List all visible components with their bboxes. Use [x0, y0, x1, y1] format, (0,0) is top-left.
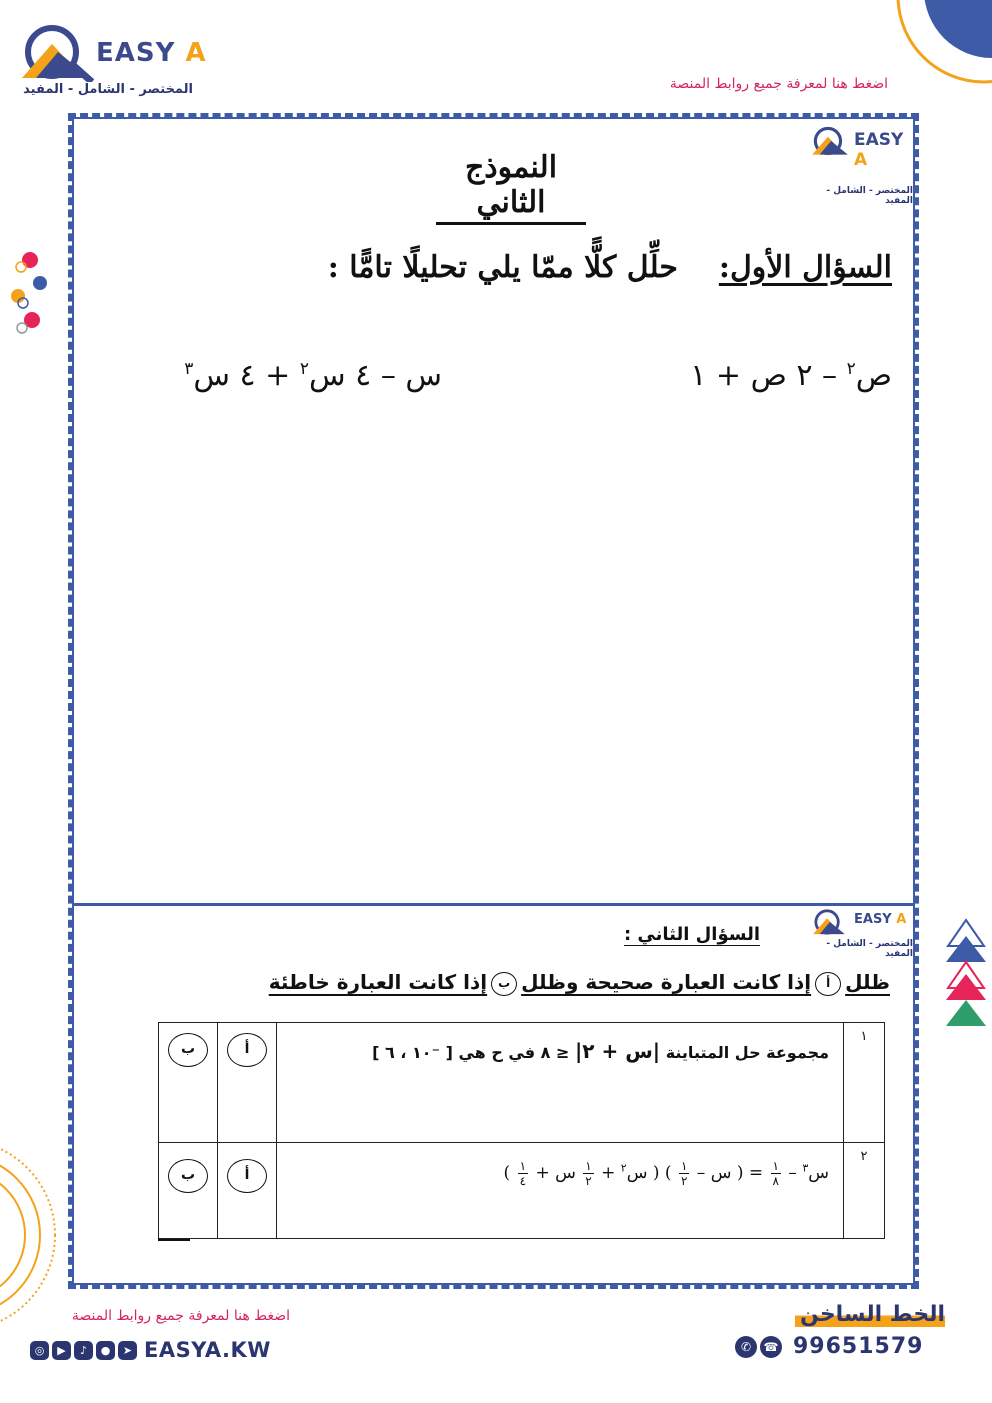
question-2-label: السؤال الثاني : [623, 924, 760, 945]
whatsapp-icon[interactable]: ✆ [735, 1336, 757, 1358]
social-handle[interactable]: EASYA.KW [144, 1338, 271, 1362]
true-false-table [158, 1022, 885, 1239]
table-underline [158, 1239, 190, 1241]
brand-name: EASY A [96, 38, 207, 68]
brand-tagline: المختصر - الشامل - المفيد [826, 939, 913, 959]
answer-b-cell[interactable] [159, 1023, 218, 1143]
brand-tagline: المختصر - الشامل - المفيد [23, 82, 193, 97]
brand-name: EASY A [854, 130, 904, 170]
dots-decoration [8, 248, 52, 338]
expression-b: س – ٤ س$^٢$ + ٤ س$^٣$ [184, 358, 442, 393]
hotline-number[interactable]: 99651579 [793, 1334, 924, 1359]
triangles-decoration [944, 918, 988, 1028]
arc-decoration [0, 1125, 70, 1335]
instagram-icon[interactable]: ◎ [30, 1341, 49, 1360]
fraction: $\frac{١}{٨}$ [772, 1159, 779, 1188]
question-1-label: السؤال الأول: [718, 250, 892, 285]
youtube-icon[interactable]: ▶ [52, 1341, 71, 1360]
section-logo [808, 908, 913, 959]
answer-b-cell[interactable] [159, 1143, 218, 1239]
social-links [30, 1338, 290, 1364]
statement-2: س$^٣$ – $\frac{١}{٨}$ = ( س – $\frac{١}{٢}$ ) ( س$^٢$ + $\frac{١}{٢}$ س + $\frac{١}{٤}$ ) [277, 1143, 844, 1239]
brand-logo-icon [808, 908, 848, 936]
brand-logo-icon [14, 22, 94, 82]
answer-a-bubble[interactable]: أ [227, 1033, 267, 1067]
snapchat-icon[interactable]: ● [96, 1341, 115, 1360]
telegram-icon[interactable]: ➤ [118, 1341, 137, 1360]
hotline [735, 1334, 935, 1364]
table-row [159, 1143, 885, 1239]
platform-links-link[interactable]: اضغط هنا لمعرفة جميع روابط المنصة [669, 76, 888, 92]
brand-name: EASY A [854, 912, 907, 927]
answer-b-bubble[interactable]: ب [168, 1033, 208, 1067]
hotline-label: الخط الساخن [795, 1302, 945, 1327]
brand-logo-icon [808, 124, 850, 158]
section-divider [72, 903, 915, 906]
fraction: $\frac{١}{٤}$ [519, 1159, 527, 1188]
statement-1: مجموعة حل المتباينة |س + ٢| ≤ ٨ في ح هي [ ⁻١٠ ، ٦ ] [277, 1023, 844, 1143]
fraction: $\frac{١}{٢}$ [680, 1159, 688, 1188]
tiktok-icon[interactable]: ♪ [74, 1341, 93, 1360]
question-2-instruction: ظللأإذا كانت العبارة صحيحة وظللبإذا كانت العبارة خاطئة [268, 970, 890, 994]
question-1-instruction: حلِّل كلًّا ممّا يلي تحليلًا تامًّا : [327, 250, 678, 285]
table-row [159, 1023, 885, 1143]
page-title: النموذج الثاني [436, 150, 586, 225]
answer-a-cell[interactable] [218, 1143, 277, 1239]
footer-platform-links-link[interactable]: اضغط هنا لمعرفة جميع روابط المنصة [71, 1308, 290, 1324]
question-1-heading [327, 250, 892, 285]
row-number: ١ [844, 1023, 885, 1143]
row-number: ٢ [844, 1143, 885, 1239]
answer-b-bubble[interactable]: ب [168, 1159, 208, 1193]
fraction: $\frac{١}{٢}$ [585, 1159, 592, 1188]
corner-decoration [892, 0, 992, 90]
brand-tagline: المختصر - الشامل - المفيد [826, 186, 913, 206]
answer-a-cell[interactable] [218, 1023, 277, 1143]
option-b-bubble: ب [491, 972, 517, 996]
section-logo [808, 124, 913, 204]
option-a-bubble: أ [815, 972, 841, 996]
expression-a: ص$^٢$ – ٢ ص + ١ [690, 358, 892, 393]
phone-icon[interactable]: ☎ [760, 1336, 782, 1358]
answer-a-bubble[interactable]: أ [227, 1159, 267, 1193]
